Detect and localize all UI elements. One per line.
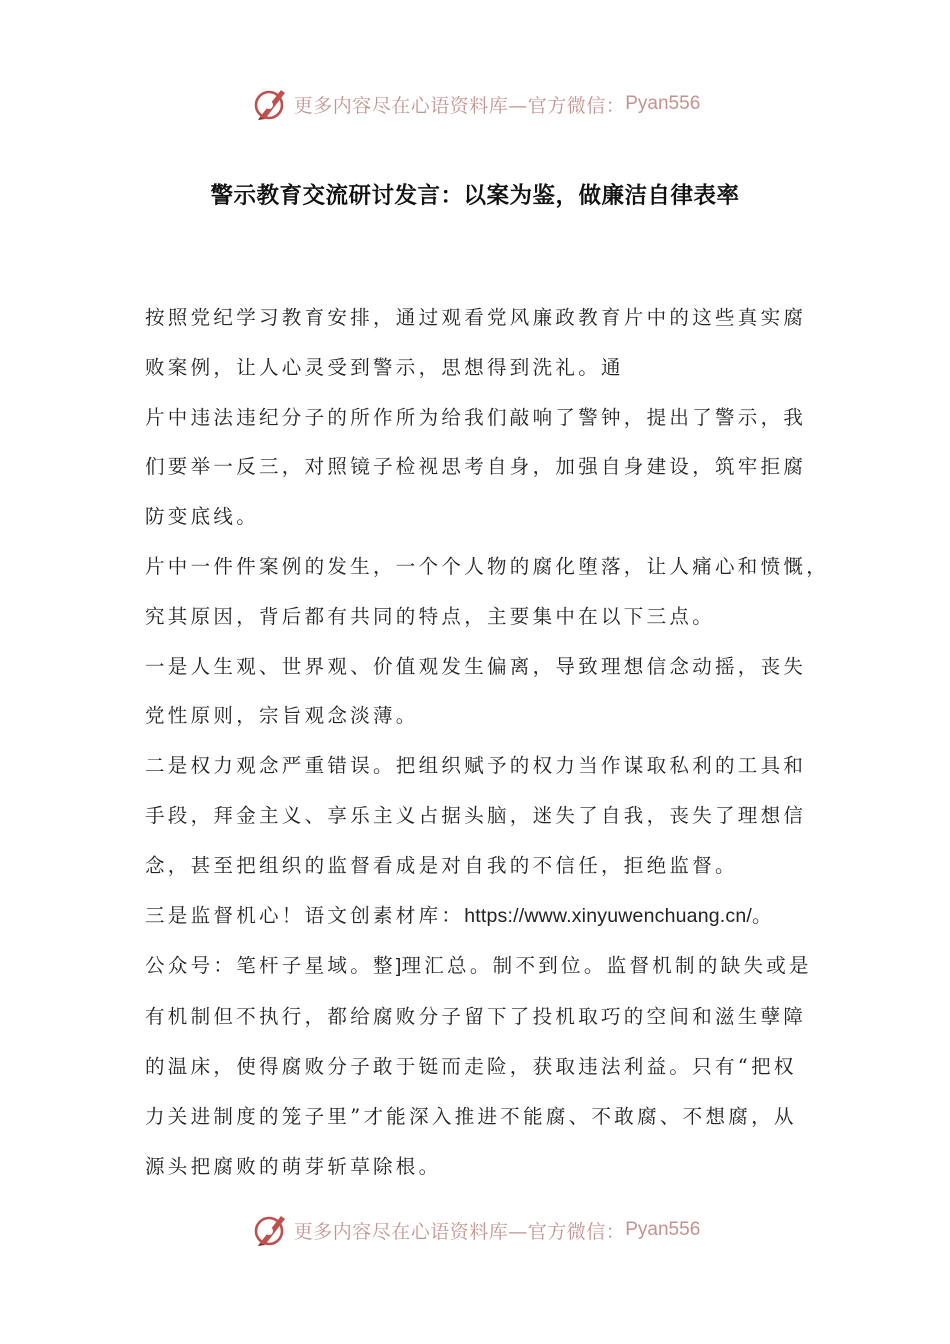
body-line: 二是权力观念严重错误。把组织赋予的权力当作谋取私利的工具和 xyxy=(145,754,807,778)
body-line: 手段，拜金主义、享乐主义占据头脑，迷失了自我，丧失了理想信 xyxy=(145,803,807,827)
body-line: 防变底线。 xyxy=(145,505,260,529)
website-link[interactable]: https://www.xinyuwenchuang.cn/ xyxy=(464,904,753,927)
document-body xyxy=(145,293,830,1191)
body-line: 按照党纪学习教育安排，通过观看党风廉政教育片中的这些真实腐 xyxy=(145,306,807,329)
footer-banner xyxy=(0,1208,950,1252)
body-line: 们要举一反三，对照镜子检视思考自身，加强自身建设，筑牢拒腐 xyxy=(145,455,807,479)
bracket-char: ] xyxy=(395,955,402,978)
body-line: 力关进制度的笼子里”才能深入推进不能腐、不敢腐、不想腐，从 xyxy=(145,1104,797,1128)
body-line: 败案例，让人心灵受到警示，思想得到洗礼。通 xyxy=(145,355,624,379)
mixed-line-suffix: 理汇总。制不到位。监督机制的缺失或是 xyxy=(401,954,812,978)
body-line: 一是人生观、世界观、价值观发生偏离，导致理想信念动摇，丧失 xyxy=(145,654,807,678)
body-line: 究其原因，背后都有共同的特点，主要集中在以下三点。 xyxy=(145,604,716,628)
body-line-mixed xyxy=(145,941,810,992)
body-line: 党性原则，宗旨观念淡薄。 xyxy=(145,704,419,728)
document-title: 警示教育交流研讨发言：以案为鉴，做廉洁自律表率 xyxy=(210,183,740,209)
body-line: 源头把腐败的萌芽斩草除根。 xyxy=(145,1154,442,1178)
body-line: 有机制但不执行，都给腐败分子留下了投机取巧的空间和滋生孽障 xyxy=(145,1005,807,1029)
pen-logo-icon xyxy=(250,1210,290,1250)
body-line: 的温床，使得腐败分子敢于铤而走险，获取违法利益。只有“把权 xyxy=(145,1054,797,1078)
banner-text: 更多内容尽在心语资料库—官方微信： xyxy=(293,94,626,117)
mixed-line-prefix: 公众号：笔杆子星域。整 xyxy=(145,954,396,978)
banner-wechat-id: Pyan556 xyxy=(625,93,701,114)
body-line: 片中违法违纪分子的所作所为给我们敲响了警钟，提出了警示，我 xyxy=(145,405,807,429)
banner-wechat-id: Pyan556 xyxy=(625,1219,701,1240)
body-line: 念，甚至把组织的监督看成是对自我的不信任，拒绝监督。 xyxy=(145,853,738,877)
body-line-url xyxy=(145,891,810,942)
pen-logo-icon xyxy=(250,84,290,124)
url-line-prefix: 三是监督机心！语文创素材库： xyxy=(145,903,465,927)
url-line-suffix: 。 xyxy=(752,903,775,927)
banner-text: 更多内容尽在心语资料库—官方微信： xyxy=(293,1220,626,1243)
header-banner xyxy=(0,82,950,126)
body-line: 片中一件件案例的发生，一个个人物的腐化堕落，让人痛心和愤慨， xyxy=(145,554,830,578)
